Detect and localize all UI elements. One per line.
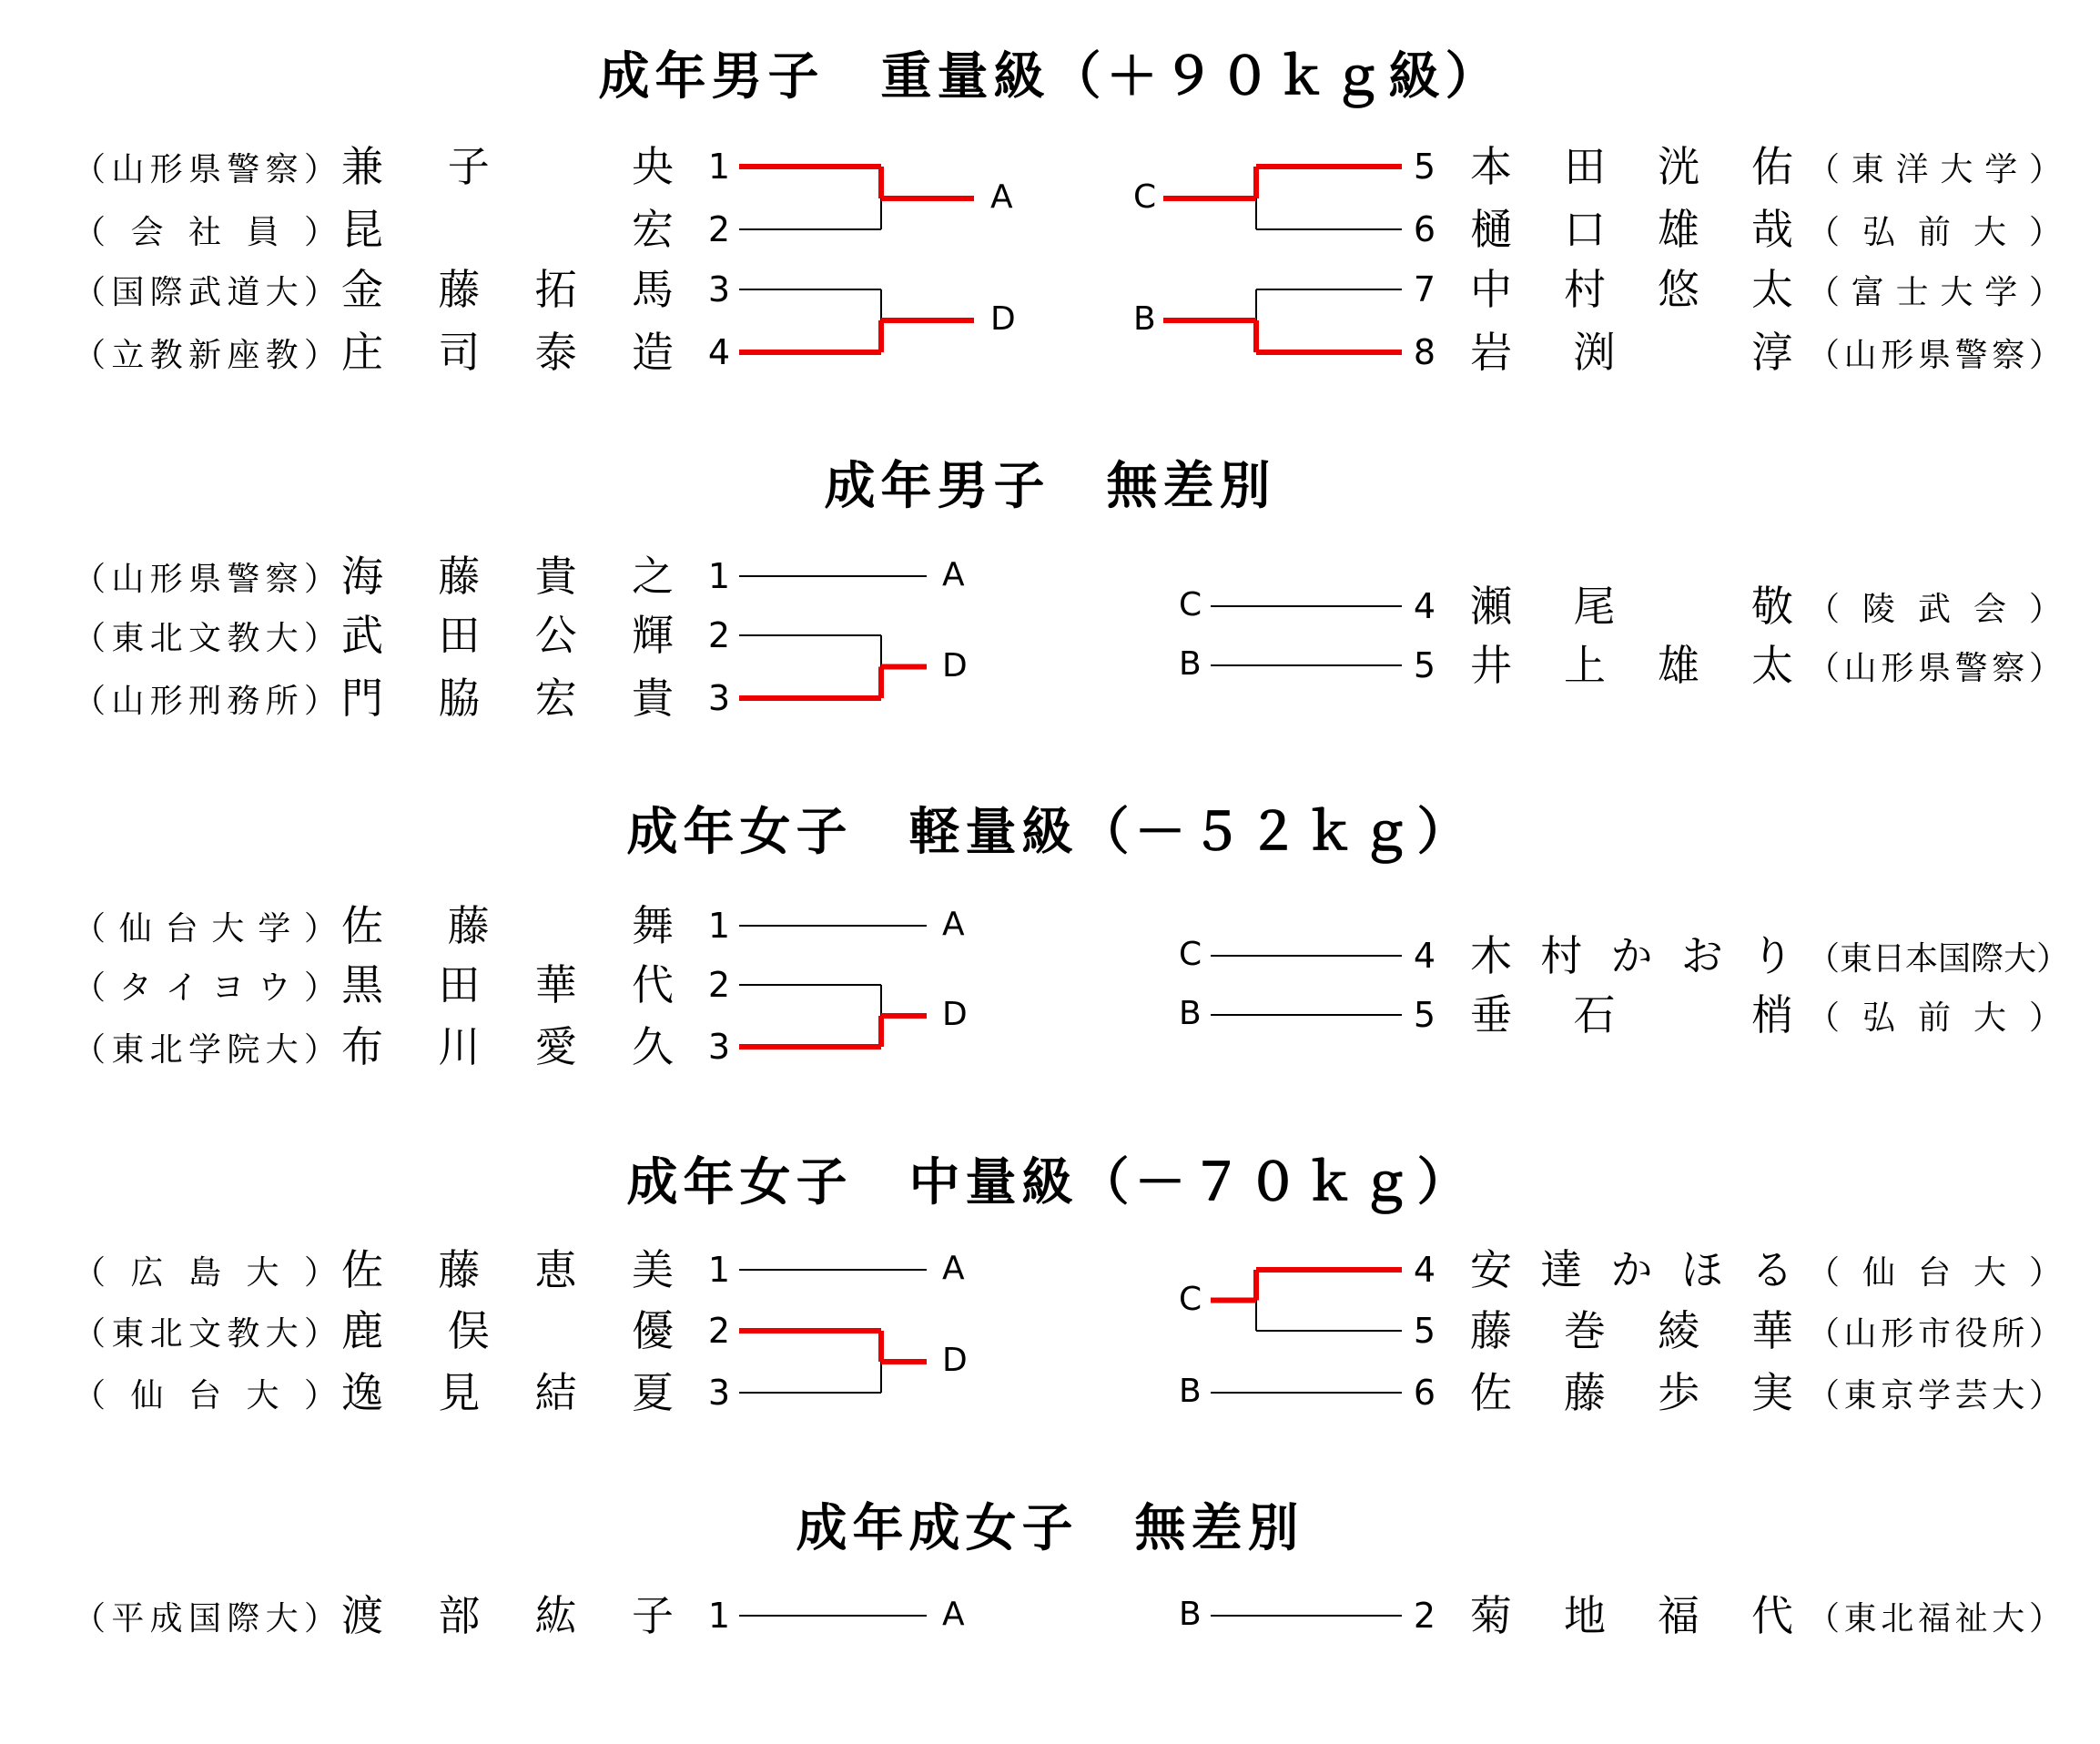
right-affiliation: （ 山 形 市 役 所 ） bbox=[1807, 1314, 2062, 1353]
section-title-heavyweight-men: 成年男子 重量級（＋９０ｋｇ級） bbox=[598, 47, 1502, 106]
right-seed-number: 6 bbox=[1413, 1373, 1436, 1413]
bracket-label-c: C bbox=[1133, 178, 1157, 216]
bracket-label-b: B bbox=[1179, 1596, 1202, 1633]
left-affiliation: （ 東 北 文 教 大 ） bbox=[73, 619, 337, 657]
section-title-openweight-men: 成年男子 無差別 bbox=[824, 457, 1276, 516]
left-competitor-name: 庄 司 泰 造 bbox=[341, 328, 674, 377]
right-affiliation: （ 山 形 県 警 察 ） bbox=[1807, 336, 2062, 374]
right-affiliation: （ 富 士 大 学 ） bbox=[1807, 273, 2062, 311]
right-competitor-name: 藤 巻 綾 華 bbox=[1470, 1306, 1793, 1355]
bracket-label-d: D bbox=[990, 300, 1016, 338]
left-competitor-name: 布 川 愛 久 bbox=[341, 1022, 674, 1071]
left-competitor-name: 金 藤 拓 馬 bbox=[341, 265, 674, 314]
right-competitor-name: 岩 渕 淳 bbox=[1470, 328, 1793, 377]
left-competitor-name: 佐 藤 舞 bbox=[341, 901, 674, 950]
right-affiliation: （ 弘 前 大 ） bbox=[1807, 999, 2062, 1037]
bracket-label-a: A bbox=[942, 556, 965, 593]
left-affiliation: （ 山 形 県 警 察 ） bbox=[73, 560, 337, 598]
bracket-label-c: C bbox=[1179, 936, 1202, 973]
left-competitor-name: 渡 部 紘 子 bbox=[341, 1591, 674, 1640]
right-seed-number: 4 bbox=[1413, 1250, 1436, 1290]
left-seed-number: 3 bbox=[707, 269, 731, 309]
left-seed-number: 1 bbox=[707, 556, 731, 596]
right-affiliation: （ 東 洋 大 学 ） bbox=[1807, 150, 2062, 188]
left-seed-number: 2 bbox=[707, 615, 731, 655]
left-competitor-name: 黒 田 華 代 bbox=[341, 960, 674, 1009]
right-competitor-name: 本 田 洸 佑 bbox=[1470, 142, 1793, 191]
right-competitor-name: 安 達 か ほ る bbox=[1470, 1245, 1793, 1294]
left-seed-number: 2 bbox=[707, 1311, 731, 1351]
section-title-lightweight-women: 成年女子 軽量級（－５２ｋｇ） bbox=[626, 803, 1474, 862]
section-title-openweight-women: 成年成女子 無差別 bbox=[796, 1499, 1304, 1558]
right-affiliation: （ 東 京 学 芸 大 ） bbox=[1807, 1376, 2062, 1414]
right-competitor-name: 瀬 尾 敬 bbox=[1470, 582, 1793, 631]
left-competitor-name: 海 藤 貴 之 bbox=[341, 552, 674, 601]
left-competitor-name: 武 田 公 輝 bbox=[341, 611, 674, 660]
left-affiliation: （ 会 社 員 ） bbox=[73, 213, 337, 251]
left-competitor-name: 昆 宏 bbox=[341, 205, 674, 254]
right-affiliation: （ 東 日 本 国 際 大 ） bbox=[1807, 939, 2070, 978]
right-seed-number: 6 bbox=[1413, 209, 1436, 249]
left-affiliation: （ 国 際 武 道 大 ） bbox=[73, 273, 337, 311]
right-affiliation: （ 陵 武 会 ） bbox=[1807, 590, 2062, 628]
right-affiliation: （ 東 北 福 祉 大 ） bbox=[1807, 1599, 2062, 1638]
bracket-label-a: A bbox=[942, 906, 965, 943]
left-competitor-name: 佐 藤 恵 美 bbox=[341, 1245, 674, 1294]
left-seed-number: 3 bbox=[707, 1027, 731, 1067]
right-seed-number: 5 bbox=[1413, 995, 1436, 1035]
bracket-label-d: D bbox=[942, 1342, 968, 1379]
right-affiliation: （ 山 形 県 警 察 ） bbox=[1807, 649, 2062, 687]
right-seed-number: 8 bbox=[1413, 332, 1436, 372]
left-seed-number: 1 bbox=[707, 1596, 731, 1636]
right-seed-number: 5 bbox=[1413, 1311, 1436, 1351]
left-affiliation: （ 仙 台 大 ） bbox=[73, 1376, 337, 1414]
left-competitor-name: 兼 子 央 bbox=[341, 142, 674, 191]
right-competitor-name: 井 上 雄 太 bbox=[1470, 641, 1793, 690]
right-competitor-name: 中 村 悠 太 bbox=[1470, 265, 1793, 314]
left-seed-number: 1 bbox=[707, 906, 731, 946]
right-seed-number: 5 bbox=[1413, 147, 1436, 187]
left-affiliation: （ 立 教 新 座 教 ） bbox=[73, 336, 337, 374]
right-competitor-name: 樋 口 雄 哉 bbox=[1470, 205, 1793, 254]
left-affiliation: （ 平 成 国 際 大 ） bbox=[73, 1599, 337, 1638]
bracket-label-a: A bbox=[942, 1250, 965, 1287]
bracket-label-a: A bbox=[942, 1596, 965, 1633]
left-competitor-name: 鹿 俣 優 bbox=[341, 1306, 674, 1355]
left-seed-number: 2 bbox=[707, 209, 731, 249]
left-affiliation: （ 広 島 大 ） bbox=[73, 1253, 337, 1292]
right-seed-number: 5 bbox=[1413, 645, 1436, 685]
right-competitor-name: 菊 地 福 代 bbox=[1470, 1591, 1793, 1640]
left-seed-number: 2 bbox=[707, 965, 731, 1005]
bracket-label-b: B bbox=[1133, 300, 1156, 338]
bracket-label-b: B bbox=[1179, 995, 1202, 1032]
right-competitor-name: 佐 藤 歩 実 bbox=[1470, 1368, 1793, 1417]
bracket-label-c: C bbox=[1179, 586, 1202, 624]
bracket-label-b: B bbox=[1179, 645, 1202, 683]
right-affiliation: （ 仙 台 大 ） bbox=[1807, 1253, 2062, 1292]
right-competitor-name: 垂 石 梢 bbox=[1470, 990, 1793, 1039]
right-affiliation: （ 弘 前 大 ） bbox=[1807, 213, 2062, 251]
left-seed-number: 1 bbox=[707, 147, 731, 187]
bracket-label-d: D bbox=[942, 996, 968, 1033]
left-competitor-name: 逸 見 結 夏 bbox=[341, 1368, 674, 1417]
section-title-middleweight-women: 成年女子 中量級（－７０ｋｇ） bbox=[626, 1153, 1474, 1212]
bracket-label-c: C bbox=[1179, 1280, 1202, 1318]
right-seed-number: 7 bbox=[1413, 269, 1436, 309]
left-affiliation: （ 東 北 学 院 大 ） bbox=[73, 1030, 337, 1069]
left-seed-number: 1 bbox=[707, 1250, 731, 1290]
right-seed-number: 4 bbox=[1413, 586, 1436, 626]
bracket-label-d: D bbox=[942, 646, 968, 684]
left-affiliation: （ タ イ ヨ ウ ） bbox=[73, 968, 337, 1007]
left-affiliation: （ 東 北 文 教 大 ） bbox=[73, 1314, 337, 1353]
right-competitor-name: 木 村 か お り bbox=[1470, 931, 1793, 980]
bracket-label-a: A bbox=[990, 178, 1013, 216]
left-seed-number: 3 bbox=[707, 1373, 731, 1413]
right-seed-number: 2 bbox=[1413, 1596, 1436, 1636]
left-seed-number: 4 bbox=[707, 332, 731, 372]
left-affiliation: （ 山 形 刑 務 所 ） bbox=[73, 682, 337, 720]
left-affiliation: （ 仙 台 大 学 ） bbox=[73, 909, 337, 948]
left-affiliation: （ 山 形 県 警 察 ） bbox=[73, 150, 337, 188]
right-seed-number: 4 bbox=[1413, 936, 1436, 976]
bracket-label-b: B bbox=[1179, 1373, 1202, 1410]
left-competitor-name: 門 脇 宏 貴 bbox=[341, 674, 674, 723]
left-seed-number: 3 bbox=[707, 678, 731, 718]
